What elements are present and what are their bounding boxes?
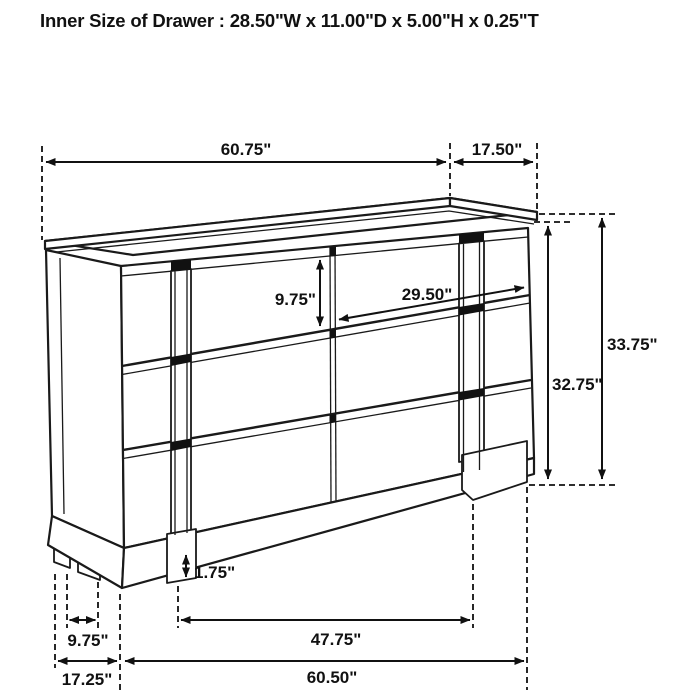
- dim-label-drawer-face-height: 9.75": [274, 290, 316, 309]
- dim-label-foot-depth: 9.75": [67, 631, 109, 650]
- dim-label-side-depth-bottom: 17.25": [61, 670, 113, 689]
- page-title: Inner Size of Drawer : 28.50"W x 11.00"D x 5.00"H x 0.25"T: [40, 10, 539, 31]
- dim-label-feet-inner-span: 47.75": [310, 630, 362, 649]
- dim-label-overall-height: 33.75": [607, 335, 658, 354]
- dim-label-top-width: 60.75": [220, 140, 272, 159]
- dresser-left-side-panel: [46, 250, 124, 548]
- dim-label-base-rail-height: 1.75": [194, 563, 236, 582]
- dim-label-case-height: 32.75": [552, 375, 603, 394]
- dim-label-drawer-inner-width: 29.50": [401, 285, 453, 304]
- dim-label-top-depth: 17.50": [471, 140, 523, 159]
- dresser-left-pilaster: [167, 260, 196, 584]
- dim-label-bottom-width: 60.50": [306, 668, 358, 687]
- dim-foot-depth: [55, 574, 109, 668]
- dim-case-height: [534, 222, 603, 479]
